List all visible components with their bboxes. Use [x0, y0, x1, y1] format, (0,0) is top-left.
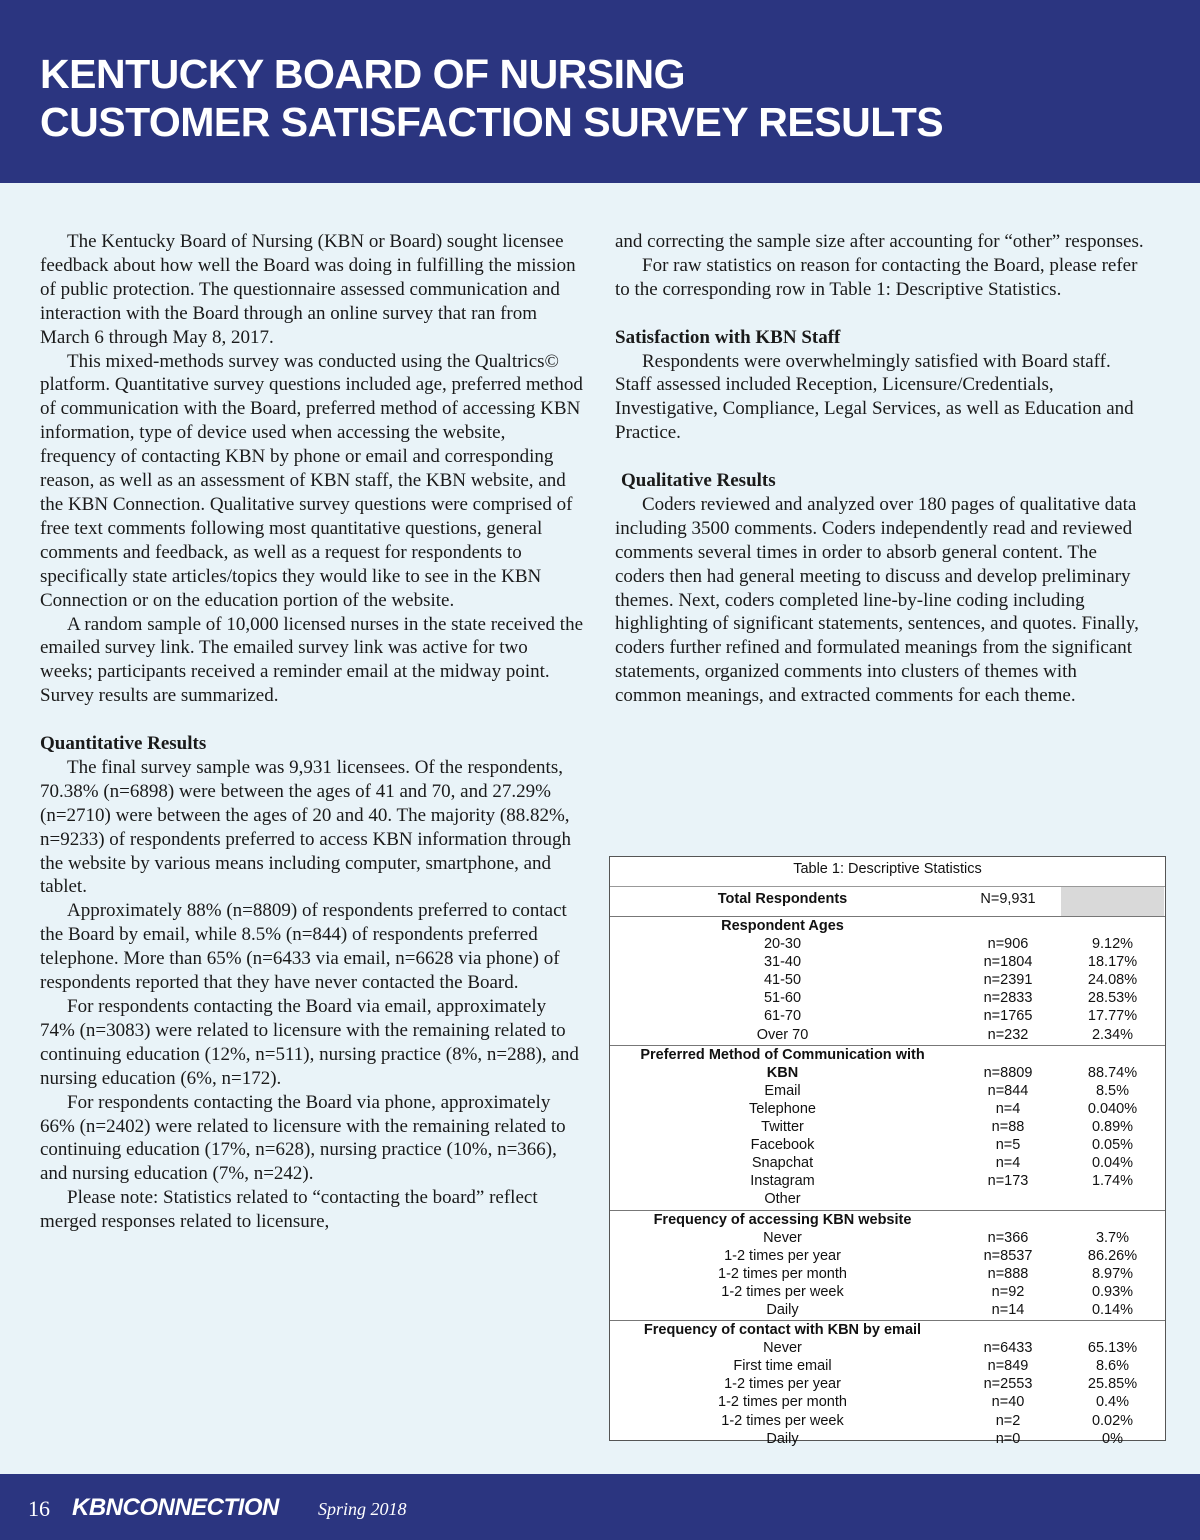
- section-ages: [610, 917, 1165, 1046]
- table-row: [610, 989, 1165, 1007]
- table-cell-n: n=0: [995, 1430, 1021, 1447]
- table-row: [610, 1357, 1165, 1375]
- table-cell-pct: 0.05%: [1091, 1137, 1134, 1154]
- website-heading: Frequency of accessing KBN website: [653, 1211, 912, 1228]
- table-cell-pct: 25.85%: [1087, 1376, 1138, 1393]
- table-cell-pct: 3.7%: [1095, 1229, 1130, 1246]
- table-cell-label: Daily: [766, 1430, 799, 1447]
- page-number: 16: [28, 1496, 50, 1521]
- table-cell-n: n=2553: [983, 1376, 1033, 1393]
- table-cell-n: n=1804: [983, 954, 1033, 971]
- table-row: [610, 1172, 1165, 1190]
- sample-paragraph: A random sample of 10,000 licensed nurses in the state received the emailed survey link. The emailed survey link was active for two weeks; participants received a reminder email at the midway point. Survey results are summarized.: [40, 613, 584, 707]
- table-cell-n: n=173: [987, 1173, 1029, 1190]
- table-cell-pct: 0.04%: [1091, 1155, 1134, 1172]
- table-row: [610, 1026, 1165, 1044]
- table-cell-label: Over 70: [756, 1026, 809, 1043]
- table-cell-label: Email: [764, 1082, 801, 1099]
- intro-paragraph: The Kentucky Board of Nursing (KBN or Board) sought licensee feedback about how well the Board was doing in fulfilling the mission of public protection. The questionnaire assessed communication and interaction with the Board through an online survey that ran from March 6 through May 8, 2017.: [40, 231, 576, 348]
- table-row: [610, 1393, 1165, 1411]
- table-cell-pct: 88.74%: [1087, 1064, 1138, 1081]
- continued-paragraph: and correcting the sample size after accounting for “other” responses.: [615, 231, 1144, 252]
- header-banner: [0, 0, 1200, 183]
- section-website: [610, 1211, 1165, 1322]
- table-row: [610, 1283, 1165, 1301]
- table-row: [610, 1082, 1165, 1100]
- table-cell-label: 1-2 times per year: [724, 1376, 841, 1393]
- left-column: [40, 230, 585, 1234]
- staff-paragraph: Respondents were overwhelmingly satisfied with Board staff. Staff assessed included Reception, Licensure/Credentials, Investigative, Compliance, Legal Services, as well as Education and Practice.: [615, 350, 1134, 444]
- table-cell-pct: 0.93%: [1091, 1283, 1134, 1300]
- raw-stats-paragraph: For raw statistics on reason for contacting the Board, please refer to the corresponding row in Table 1: Descriptive Statistics.: [615, 254, 1138, 300]
- table-cell-n: n=366: [987, 1229, 1029, 1246]
- table-row: [610, 1100, 1165, 1118]
- table-cell-label: 1-2 times per week: [721, 1412, 844, 1429]
- table-row: [610, 1154, 1165, 1172]
- comm-heading-1: Preferred Method of Communication with: [640, 1046, 925, 1063]
- table-cell-label: Twitter: [761, 1119, 804, 1136]
- table-cell-label: Never: [763, 1229, 802, 1246]
- table-cell-pct: 0.4%: [1095, 1394, 1130, 1411]
- table-cell-pct: 18.17%: [1087, 954, 1138, 971]
- table-cell-n: n=888: [987, 1265, 1029, 1282]
- table-row: [610, 1247, 1165, 1265]
- table-row: [610, 1265, 1165, 1283]
- table-cell-n: n=844: [987, 1082, 1029, 1099]
- table-cell-n: n=4: [995, 1100, 1021, 1117]
- page-title: [40, 50, 943, 146]
- table-cell-label: First time email: [733, 1358, 832, 1375]
- table-cell-label: 51-60: [763, 990, 802, 1007]
- descriptive-statistics-table: [609, 856, 1166, 1447]
- table-cell-label: Telephone: [749, 1100, 816, 1117]
- right-column: [615, 230, 1145, 708]
- table-row: [610, 1412, 1165, 1430]
- section-heading-row: [610, 1321, 1165, 1339]
- table-cell-label: Facebook: [750, 1137, 815, 1154]
- section-heading-row: [610, 917, 1165, 935]
- table-cell-n: n=232: [987, 1026, 1029, 1043]
- table-cell-label: Other: [764, 1191, 801, 1208]
- table-cell-label: 31-40: [763, 954, 802, 971]
- table-row: [610, 1339, 1165, 1357]
- table-cell-n: n=6433: [983, 1340, 1033, 1357]
- table-cell-pct: 1.74%: [1091, 1173, 1134, 1190]
- table-cell-pct: 65.13%: [1087, 1340, 1138, 1357]
- table-cell-label: 20-30: [763, 936, 802, 953]
- table-cell-pct: 9.12%: [1091, 936, 1134, 953]
- table-cell-label: 1-2 times per year: [724, 1247, 841, 1264]
- table-cell-n: n=40: [991, 1394, 1025, 1411]
- table-cell-n: n=88: [991, 1119, 1025, 1136]
- table-cell-label: 61-70: [763, 1008, 802, 1025]
- quant-paragraph-1: The final survey sample was 9,931 licensees. Of the respondents, 70.38% (n=6898) were between the ages of 41 and 70, and 27.29% (n=2710) were between the ages of 20 and 40. The majority (88.82%, n=9233) of respondents preferred to access KBN information through the website by various means including computer, smartphone, and tablet.: [40, 756, 571, 898]
- table-cell-n: n=906: [987, 936, 1029, 953]
- title-line-1: KENTUCKY BOARD OF NURSING: [40, 51, 686, 97]
- table-cell-label: 1-2 times per week: [721, 1283, 844, 1300]
- table-cell-label: Snapchat: [751, 1155, 814, 1172]
- table-cell-label: 41-50: [763, 972, 802, 989]
- table-cell-pct: 17.77%: [1087, 1008, 1138, 1025]
- table-cell-label: Never: [763, 1340, 802, 1357]
- table-cell-n: n=2391: [983, 972, 1033, 989]
- table-cell-pct: 0%: [1102, 1430, 1123, 1447]
- quantitative-heading: Quantitative Results: [40, 733, 207, 755]
- section-heading-row: [610, 1211, 1165, 1229]
- section-email: [610, 1321, 1165, 1449]
- methods-paragraph: This mixed-methods survey was conducted using the Qualtrics© platform. Quantitative survey questions included age, preferred method of communication with the Board, preferred method of accessing KBN information, type of device used when accessing the website, frequency of contacting KBN by phone or email and corresponding reason, as well as an assessment of KBN staff, the KBN website, and the KBN Connection. Qualitative survey questions were comprised of free text comments following most quantitative questions, general comments and feedback, as well as a request for respondents to specifically state articles/topics they would like to see in the KBN Connection or on the education portion of the website.: [40, 350, 583, 611]
- table-cell-n: n=1765: [983, 1008, 1033, 1025]
- total-label: Total Respondents: [717, 891, 848, 907]
- table-cell-pct: 0.89%: [1091, 1119, 1134, 1136]
- table-cell-n: n=2: [995, 1412, 1021, 1429]
- table-cell-n: [955, 1190, 1061, 1208]
- table-row: [610, 1190, 1165, 1208]
- section-heading-row: [610, 1046, 1165, 1064]
- qualitative-paragraph: Coders reviewed and analyzed over 180 pages of qualitative data including 3500 comments. Coders independently read and reviewed comments several times in order to absorb general content. The coders then had general meeting to discuss and develop preliminary themes. Next, coders completed line-by-line coding including highlighting of significant statements, sentences, and quotes. Finally, coders further refined and formulated meanings from the significant statements, organized comments into clusters of themes with common meanings, and extracted comments for each theme.: [615, 493, 1139, 707]
- section-communication: [610, 1046, 1165, 1211]
- table-cell-pct: 0.040%: [1087, 1100, 1138, 1117]
- table-row: [610, 1229, 1165, 1247]
- table-cell-n: n=92: [991, 1283, 1025, 1300]
- table-cell-pct: [1061, 1190, 1164, 1208]
- table-row: [610, 1375, 1165, 1393]
- table-cell-pct: 8.6%: [1095, 1358, 1130, 1375]
- table-cell-label: 1-2 times per month: [718, 1394, 847, 1411]
- table-cell-label: Daily: [766, 1301, 799, 1318]
- table-caption: Table 1: Descriptive Statistics: [610, 857, 1165, 887]
- table-cell-pct: 28.53%: [1087, 990, 1138, 1007]
- table-cell-n: n=4: [995, 1155, 1021, 1172]
- table-cell-pct: 2.34%: [1091, 1026, 1134, 1043]
- total-value: N=9,931: [980, 891, 1036, 907]
- issue-season: Spring 2018: [318, 1499, 407, 1519]
- table-row: [610, 935, 1165, 953]
- quant-paragraph-3: For respondents contacting the Board via email, approximately 74% (n=3083) were related to licensure with the remaining related to continuing education (12%, n=511), nursing practice (8%, n=288), and nursing education (6%, n=172).: [40, 995, 579, 1089]
- table-cell-n: n=849: [987, 1358, 1029, 1375]
- email-heading: Frequency of contact with KBN by email: [643, 1322, 922, 1339]
- qualitative-heading: Qualitative Results: [621, 470, 776, 492]
- quant-paragraph-4: For respondents contacting the Board via phone, approximately 66% (n=2402) were related to licensure with the remaining related to continuing education (17%, n=628), nursing practice (10%, n=366), and nursing education (7%, n=242).: [40, 1091, 566, 1185]
- comm-heading-2: KBN: [766, 1064, 799, 1081]
- quant-paragraph-2: Approximately 88% (n=8809) of respondents preferred to contact the Board by email, while 8.5% (n=844) of respondents preferred telephone. More than 65% (n=6433 via email, n=6628 via phone) of respondents reported that they have never contacted the Board.: [40, 900, 567, 994]
- table-cell-n: n=8809: [983, 1064, 1033, 1081]
- table-cell-pct: 24.08%: [1087, 972, 1138, 989]
- kbn-connection-logo: KBNCONNECTION: [72, 1494, 279, 1521]
- table-row: [610, 1064, 1165, 1082]
- table-cell-n: n=5: [995, 1137, 1021, 1154]
- table-cell-n: n=8537: [983, 1247, 1033, 1264]
- table-row-total: [610, 887, 1165, 917]
- table-cell-n: n=2833: [983, 990, 1033, 1007]
- table-cell-label: 1-2 times per month: [718, 1265, 847, 1282]
- table-cell-pct: 8.5%: [1095, 1082, 1130, 1099]
- table-row: [610, 971, 1165, 989]
- table-row: [610, 1430, 1165, 1448]
- staff-heading: Satisfaction with KBN Staff: [615, 326, 841, 348]
- footer-bar: [0, 1474, 1200, 1540]
- ages-heading: Respondent Ages: [721, 918, 844, 934]
- quant-paragraph-5: Please note: Statistics related to “contacting the board” reflect merged responses related to licensure,: [40, 1187, 538, 1233]
- total-empty-cell: [1061, 887, 1164, 916]
- table-cell-pct: 8.97%: [1091, 1265, 1134, 1282]
- table-cell-pct: 86.26%: [1087, 1247, 1138, 1264]
- title-line-2: CUSTOMER SATISFACTION SURVEY RESULTS: [40, 99, 944, 145]
- table-row: [610, 1118, 1165, 1136]
- table-row: [610, 1007, 1165, 1025]
- table-cell-n: n=14: [991, 1301, 1025, 1318]
- table-cell-label: Instagram: [750, 1173, 815, 1190]
- table-cell-pct: 0.02%: [1091, 1412, 1134, 1429]
- table-row: [610, 1136, 1165, 1154]
- table-row: [610, 953, 1165, 971]
- table-cell-pct: 0.14%: [1091, 1301, 1134, 1318]
- table-row: [610, 1301, 1165, 1319]
